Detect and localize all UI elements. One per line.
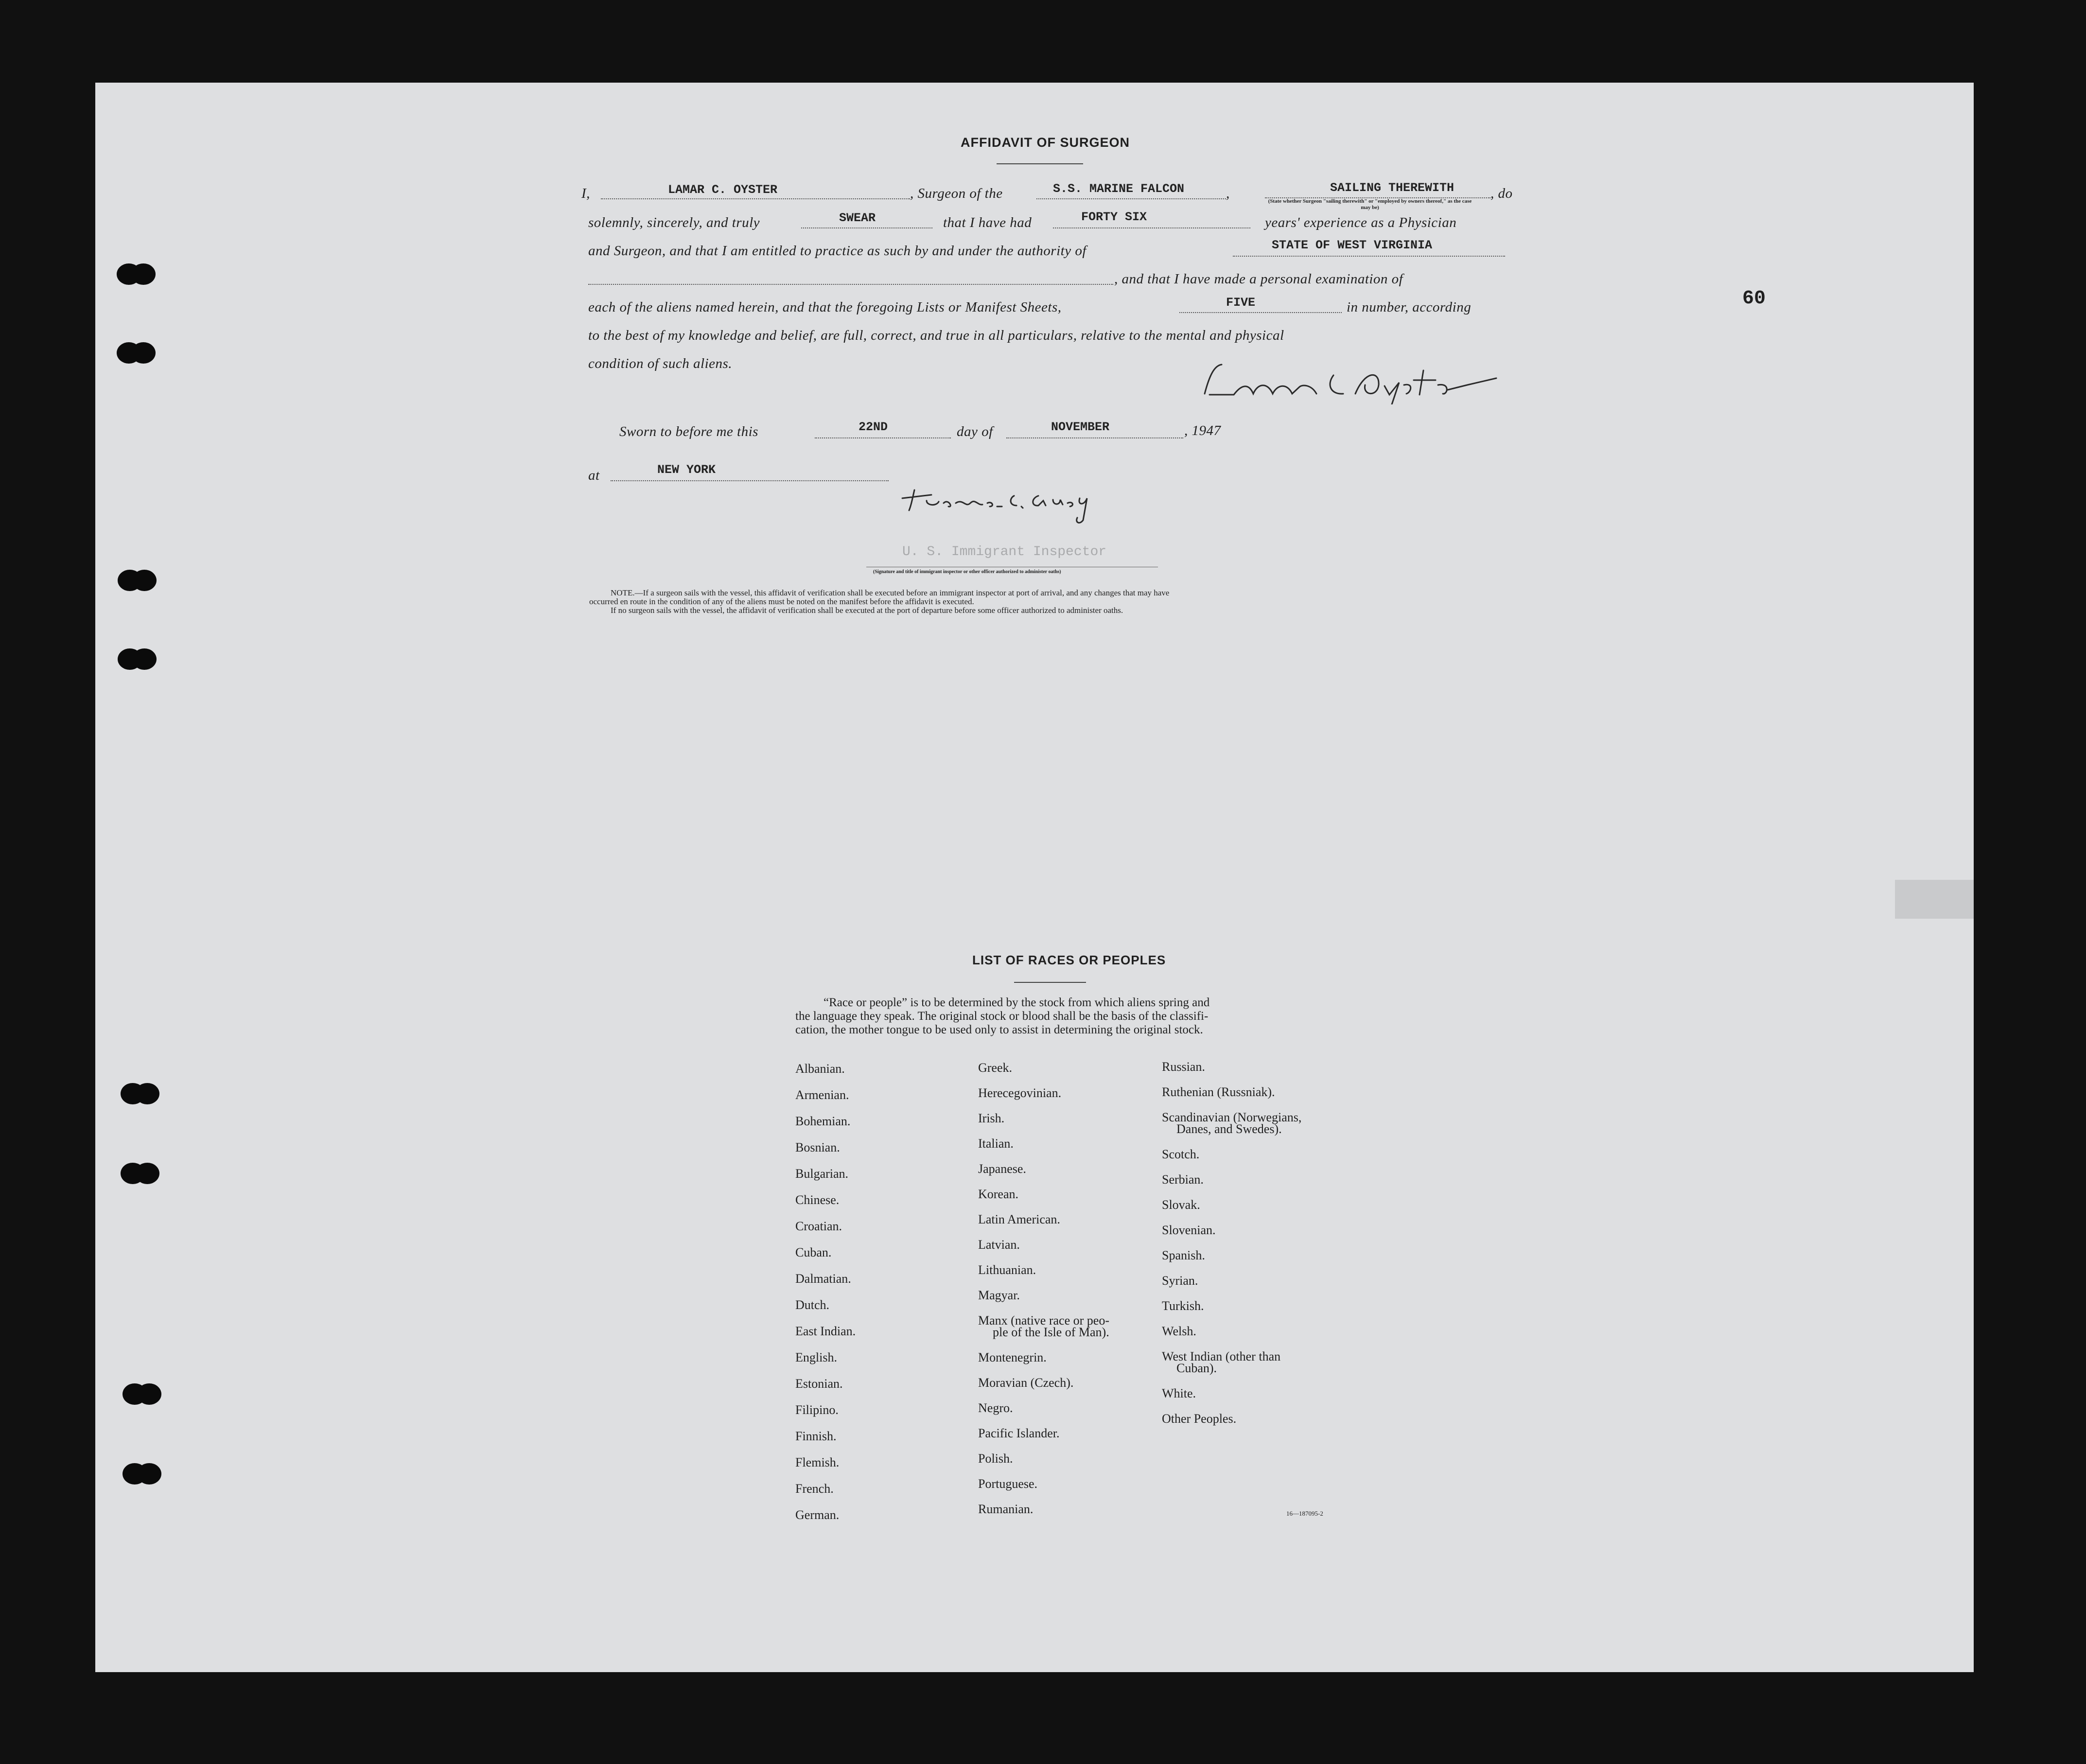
affidavit-text: to the best of my knowledge and belief, are full, correct, and true in all particulars, relative to the mental and physical [588,328,1284,343]
affidavit-text: each of the aliens named herein, and that the foregoing Lists or Manifest Sheets, [588,299,1062,315]
race-item: Syrian. [1162,1274,1198,1288]
fill-line [601,198,910,199]
race-item: Croatian. [795,1219,842,1233]
fill-line [815,437,951,438]
race-item: Japanese. [978,1162,1026,1176]
place-label: at [588,468,600,483]
race-item: Danes, and Swedes). [1176,1122,1282,1136]
race-item: Finnish. [795,1429,837,1443]
race-item: Latvian. [978,1238,1020,1252]
race-item: Russian. [1162,1060,1205,1074]
race-item: White. [1162,1386,1196,1400]
fill-line [1053,227,1250,228]
oath-type: SWEAR [839,211,876,225]
race-item: Slovak. [1162,1198,1200,1212]
punch-hole [118,648,162,670]
note-line: occurred en route in the condition of any of the aliens must be noted on the manifest before the affidavit is executed. [589,597,974,606]
affidavit-text: years' experience as a Physician [1265,215,1457,230]
note-line: If no surgeon sails with the vessel, the affidavit of verification shall be executed at the port of departure before some officer authorized to administer oaths. [611,606,1123,615]
inspector-caption: (Signature and title of immigrant inspector or other officer authorized to administer oaths) [873,569,1061,575]
race-item: Moravian (Czech). [978,1376,1074,1390]
affidavit-text: that I have had [943,215,1032,230]
surgeon-name: LAMAR C. OYSTER [668,183,778,197]
race-item: Filipino. [795,1403,839,1417]
sworn-day: 22ND [859,420,888,434]
affidavit-title: AFFIDAVIT OF SURGEON [961,135,1130,150]
affidavit-text: , Surgeon of the [910,186,1003,201]
race-item: Polish. [978,1451,1013,1466]
place-name: NEW YORK [657,463,716,477]
affidavit-text: , and that I have made a personal examination of [1114,271,1403,287]
race-item: Lithuanian. [978,1263,1036,1277]
race-item: Rumanian. [978,1502,1034,1516]
race-item: Manx (native race or peo- [978,1313,1109,1327]
race-item: Irish. [978,1111,1005,1125]
fill-line [1036,198,1226,199]
races-title: LIST OF RACES OR PEOPLES [972,953,1166,967]
page-number: 60 [1742,288,1766,310]
fill-line [801,227,932,228]
affidavit-text: condition of such aliens. [588,356,733,371]
paper-strip [1895,880,1974,919]
punch-hole [121,1083,165,1104]
race-item: Italian. [978,1136,1014,1151]
race-item: Spanish. [1162,1248,1205,1262]
sworn-year: , 1947 [1184,423,1221,438]
sworn-month: NOVEMBER [1051,420,1110,434]
race-item: Bohemian. [795,1114,851,1128]
punch-hole [123,1383,167,1405]
race-item: Turkish. [1162,1299,1204,1313]
fill-line [588,284,1113,285]
race-item: Cuban). [1176,1361,1217,1375]
form-number: 16—187095-2 [1286,1510,1323,1517]
fill-line [611,480,889,481]
race-item: German. [795,1508,840,1522]
race-item: Pacific Islander. [978,1426,1060,1440]
race-item: Dutch. [795,1298,830,1312]
race-item: Negro. [978,1401,1013,1415]
race-item: English. [795,1350,837,1364]
sworn-text: day of [957,424,993,439]
race-item: Scandinavian (Norwegians, [1162,1110,1302,1124]
note-line: NOTE.—If a surgeon sails with the vessel, this affidavit of verification shall be executed before an immigrant inspector at port of arrival, and any changes that may have [611,588,1170,597]
race-item: Ruthenian (Russniak). [1162,1085,1275,1099]
races-intro-line: the language they speak. The original stock or blood shall be the basis of the classifi- [795,1010,1209,1023]
punch-hole [117,263,161,285]
punch-hole [123,1463,167,1485]
fill-line [1006,437,1183,438]
race-item: ple of the Isle of Man). [993,1325,1109,1339]
sworn-text: Sworn to before me this [619,424,758,439]
race-item: Albanian. [795,1062,845,1076]
race-item: Cuban. [795,1245,832,1259]
race-item: Montenegrin. [978,1350,1047,1364]
affidavit-text: in number, according [1347,299,1472,315]
title-underline [997,163,1083,164]
race-item: Estonian. [795,1377,843,1391]
affidavit-text: , do [1490,186,1513,201]
affidavit-text: and Surgeon, and that I am entitled to practice as such by and under the authority of [588,243,1087,259]
race-item: East Indian. [795,1324,856,1338]
race-item: French. [795,1482,834,1496]
race-item: Slovenian. [1162,1223,1216,1237]
manifest-page [95,83,1974,1672]
race-item: Bulgarian. [795,1167,849,1181]
punch-hole [117,342,161,364]
race-item: Bosnian. [795,1140,840,1154]
races-intro-line: cation, the mother tongue to be used only to assist in determining the original stock. [795,1023,1203,1036]
fill-line [1179,312,1342,313]
surgeon-signature [1195,356,1511,404]
sailing-status: SAILING THEREWITH [1330,181,1455,195]
race-item: Herecegovinian. [978,1086,1062,1100]
race-item: Latin American. [978,1212,1060,1226]
race-item: Dalmatian. [795,1272,851,1286]
race-item: Scotch. [1162,1147,1200,1161]
inspector-title: U. S. Immigrant Inspector [902,544,1107,559]
race-item: Greek. [978,1061,1013,1075]
races-intro-line: “Race or people” is to be determined by the stock from which aliens spring and [824,996,1210,1009]
vessel-name: S.S. MARINE FALCON [1053,182,1185,196]
races-title-underline [1014,982,1086,983]
race-item: West Indian (other than [1162,1349,1281,1363]
fill-line [1233,256,1505,257]
race-item: Flemish. [795,1455,840,1469]
race-item: Portuguese. [978,1477,1038,1491]
authority-state: STATE OF WEST VIRGINIA [1272,238,1433,252]
race-item: Chinese. [795,1193,840,1207]
race-item: Other Peoples. [1162,1412,1237,1426]
race-item: Korean. [978,1187,1019,1201]
sailing-hint: (State whether Surgeon "sailing therewith" or "employed by owners thereof," as the case may be) [1268,198,1472,210]
affidavit-text: I, [581,186,590,201]
punch-hole [118,570,162,591]
race-item: Magyar. [978,1288,1020,1302]
race-item: Armenian. [795,1088,849,1102]
punch-hole [121,1163,165,1184]
affidavit-text: solemnly, sincerely, and truly [588,215,760,230]
inspector-signature [893,476,1106,530]
affidavit-text: , [1226,186,1230,201]
race-item: Serbian. [1162,1172,1204,1187]
sheets-count: FIVE [1226,296,1256,310]
race-item: Welsh. [1162,1324,1196,1338]
years-experience: FORTY SIX [1081,210,1147,224]
